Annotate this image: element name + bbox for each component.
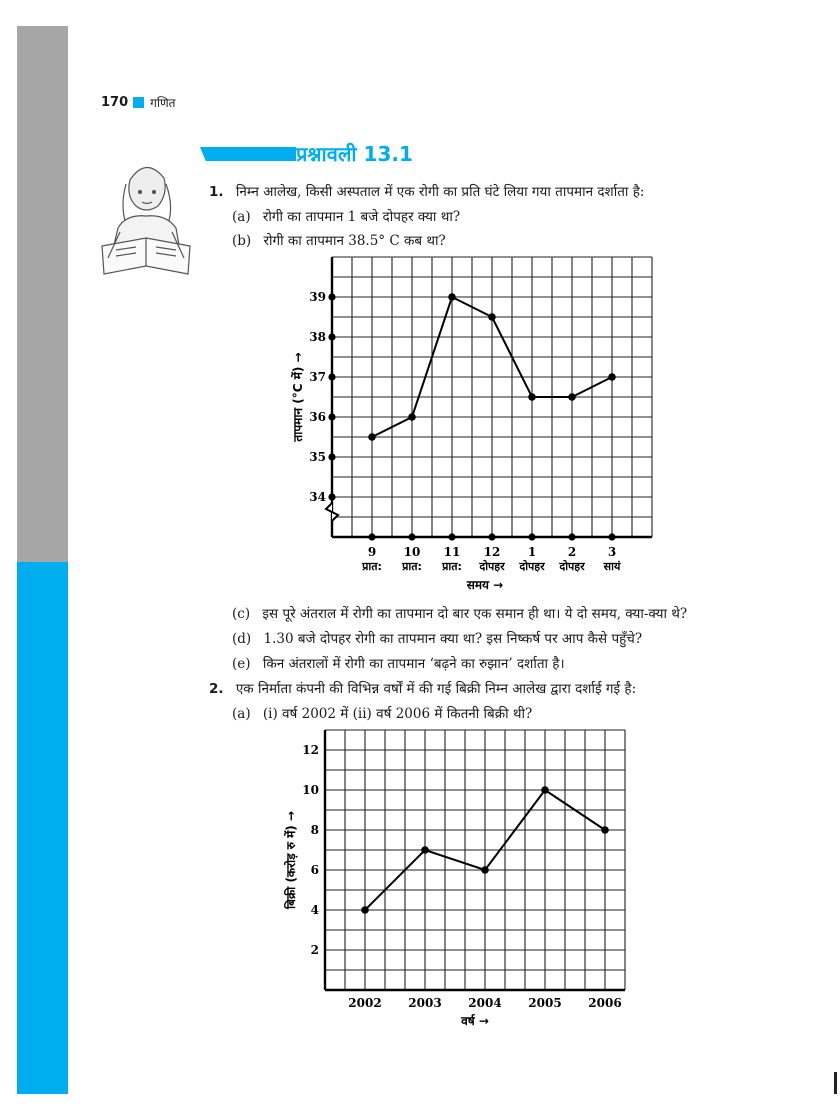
chart2-point: [541, 786, 549, 794]
q2-text: एक निर्माता कंपनी की विभिन्न वर्षों में की गई बिक्री निम्न आलेख द्वारा दर्शाई गई है:: [235, 681, 637, 697]
chart1-axis-break-icon: [326, 503, 338, 521]
q1c-text: इस पूरे अंतराल में रोगी का तापमान दो बार एक समान ही था। ये दो समय, क्या-क्या थे?: [262, 606, 688, 622]
reading-child-illustration-icon: [96, 150, 196, 276]
q1-text-line: [209, 182, 644, 200]
chart2-ytick-label: 2: [310, 943, 319, 957]
chart2-ytick-label: 6: [310, 863, 319, 877]
chart1-xtick-word: दोपहर: [559, 560, 585, 573]
page-number: 170: [101, 95, 129, 110]
q1e-label: (e): [232, 656, 251, 672]
chart1-xtick-word: दोपहर: [519, 560, 545, 573]
margin-strip-gray: [17, 26, 68, 562]
chart1-ytick-label: 34: [309, 490, 326, 504]
q1a-line: [232, 207, 460, 225]
chart1-xtick-dot: [608, 533, 615, 540]
chart1-xtick-number: 11: [443, 545, 461, 559]
chart1-xtick-word: सायं: [603, 560, 621, 573]
chart1-xtick-number: 9: [367, 545, 377, 559]
exercise-title: प्रश्नावली 13.1: [296, 142, 413, 166]
chart2-point: [481, 866, 489, 874]
chart2-xtick-label: 2003: [408, 996, 442, 1010]
chart2-point: [361, 906, 369, 914]
chart1-ytick-label: 38: [309, 330, 326, 344]
q2a-label: (a): [232, 706, 251, 722]
chart2-ytick-label: 12: [302, 743, 319, 757]
q1c-label: (c): [232, 606, 251, 622]
q1b-text: रोगी का तापमान 38.5° C कब था?: [263, 233, 446, 249]
chart1-xtick-word: प्रात:: [362, 560, 382, 573]
q2-text-line: [209, 679, 636, 697]
temperature-chart: [270, 250, 660, 595]
q1d-line: [232, 629, 642, 647]
q1a-label: (a): [232, 209, 251, 225]
q2a-line: [232, 704, 532, 722]
chart1-xtick-dot: [568, 533, 575, 540]
chart2-xtick-label: 2004: [468, 996, 502, 1010]
exercise-title-bar: [200, 147, 296, 161]
margin-strip-blue: [17, 562, 68, 1094]
sales-chart: [270, 722, 650, 1034]
chart1-xtick-word: प्रात:: [402, 560, 422, 573]
chart1-point: [608, 373, 616, 381]
chart2-point: [421, 846, 429, 854]
page-edge-mark: [834, 1072, 837, 1094]
page-header: [101, 94, 176, 111]
chart1-xtick-number: 12: [483, 545, 501, 559]
chart1-point: [448, 293, 456, 301]
chart1-ytick-label: 35: [309, 450, 326, 464]
chart2-ytick-label: 8: [310, 823, 319, 837]
q1b-label: (b): [232, 233, 252, 249]
q2-number: 2.: [209, 681, 224, 697]
chart1-ytick-label: 37: [309, 370, 326, 384]
chart2-ytick-label: 10: [302, 783, 319, 797]
q1-number: 1.: [209, 184, 224, 200]
chart1-xtick-dot: [528, 533, 535, 540]
chart1-xtick-word: प्रात:: [442, 560, 462, 573]
chart1-point: [488, 313, 496, 321]
q1d-label: (d): [232, 631, 252, 647]
chart2-y-axis-title: बिक्री (करोड़ रु में) →: [284, 810, 298, 910]
chart1-ytick-dot: [328, 293, 335, 300]
chart1-xtick-number: 10: [403, 545, 421, 559]
chart1-point: [408, 413, 416, 421]
chart1-ytick-dot: [328, 453, 335, 460]
chart1-xtick-number: 1: [527, 545, 537, 559]
q1b-line: [232, 231, 446, 249]
chart1-ytick-dot: [328, 373, 335, 380]
chart1-xtick-number: 2: [567, 545, 577, 559]
q1c-line: [232, 604, 687, 622]
chart1-x-axis-title: समय →: [466, 578, 504, 592]
chart1-ytick-dot: [328, 413, 335, 420]
chart2-ytick-label: 4: [310, 903, 319, 917]
chart2-xtick-label: 2006: [588, 996, 622, 1010]
chart2-grid: [325, 730, 625, 990]
chart1-ytick-dot: [328, 493, 335, 500]
chart1-xtick-dot: [368, 533, 375, 540]
q1-text: निम्न आलेख, किसी अस्पताल में एक रोगी का प्रति घंटे लिया गया तापमान दर्शाता है:: [235, 184, 645, 200]
q2a-text: (i) वर्ष 2002 में (ii) वर्ष 2006 में कितनी बिक्री थी?: [262, 706, 533, 722]
chart2-xtick-label: 2005: [528, 996, 562, 1010]
chart1-ytick-label: 39: [309, 290, 326, 304]
chart1-grid: [332, 257, 652, 537]
q1e-text: किन अंतरालों में रोगी का तापमान ‘बढ़ने का रुझान’ दर्शाता है।: [262, 656, 565, 672]
q1a-text: रोगी का तापमान 1 बजे दोपहर क्या था?: [262, 209, 461, 225]
chart1-y-axis-title: तापमान (°C में) →: [291, 352, 305, 442]
chart1-point: [368, 433, 376, 441]
q1e-line: [232, 654, 565, 672]
chart2-point: [601, 826, 609, 834]
subject-name: गणित: [150, 96, 176, 110]
chart1-point: [528, 393, 536, 401]
header-square-icon: [133, 97, 144, 108]
chart1-ytick-dot: [328, 333, 335, 340]
chart2-x-axis-title: वर्ष →: [461, 1014, 489, 1028]
chart1-xtick-word: दोपहर: [479, 560, 505, 573]
chart2-xtick-label: 2002: [348, 996, 382, 1010]
chart1-xtick-number: 3: [607, 545, 617, 559]
chart1-xtick-dot: [448, 533, 455, 540]
chart1-xtick-dot: [408, 533, 415, 540]
chart1-point: [568, 393, 576, 401]
chart1-xtick-dot: [488, 533, 495, 540]
q1d-text: 1.30 बजे दोपहर रोगी का तापमान क्या था? इस निष्कर्ष पर आप कैसे पहुँचे?: [263, 631, 643, 647]
chart1-ytick-label: 36: [309, 410, 326, 424]
